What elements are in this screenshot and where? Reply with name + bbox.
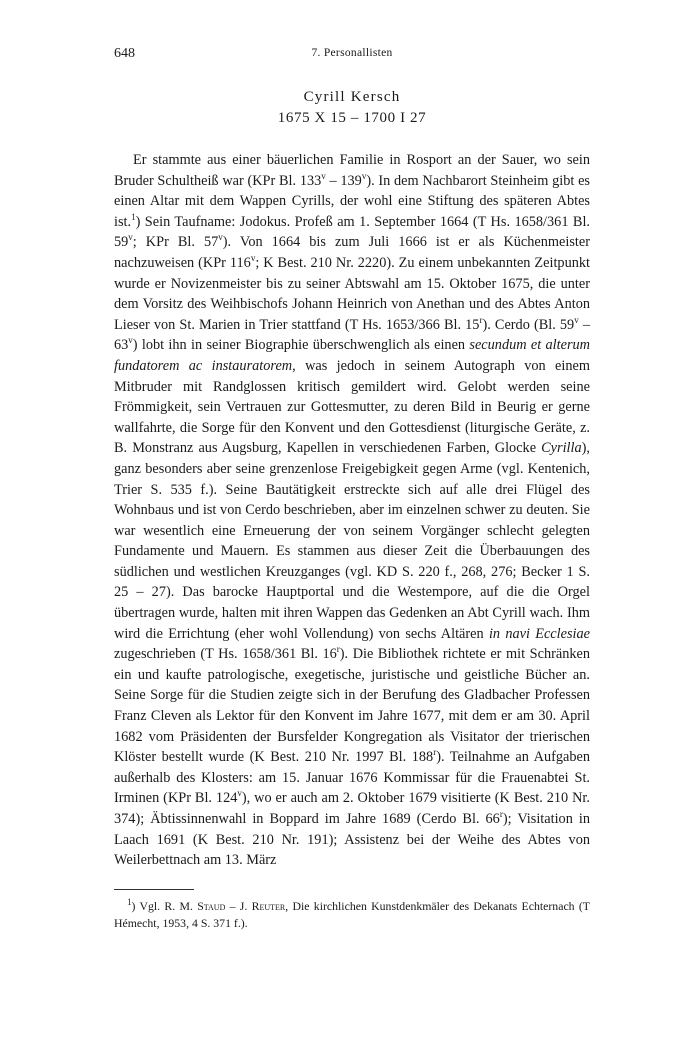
footnote-text-run: – J. [225,898,252,913]
section-title: 7. Personallisten [311,47,393,59]
body-text-run: – 139 [325,172,362,189]
footnote [114,898,590,932]
footnote-divider [114,889,194,890]
body-text-run: ). Teilnahme an Aufgaben außerhalb des Klosters: am 15. Januar 1676 Kommissar für die Frauenabtei St. Irminen (KPr Bl. 124 [114,749,590,807]
body-text-run: ). Die Bibliothek richtete er mit Schränken ein und kaufte patrologische, exegetische, juristische und geistliche Bücher an. Seine Sorge für die Studien zeigte sich in der Berufung des Gladbacher Professen Franz Cleven als Lektor für den Konvent im Jahre 1677, mit dem er am 30. April 1682 vom Präsidenten der Bursfelder Kongregation als Visitator der trierischen Klöster bestellt wurde (K Best. 210 Nr. 1997 Bl. 188 [114,646,590,766]
body-text-run: ). Von 1664 bis zum Juli 1666 ist er als Küchenmeister nachzuweisen (KPr 116 [114,234,590,271]
body-paragraph [114,150,590,871]
body-text-run: ); Visitation in Laach 1691 (K Best. 210 Nr. 191); Assistenz bei der Weihe des Abtes von Weilerbettnach am 13. März [114,811,590,869]
footnote-author: Reuter [251,898,286,913]
footnote-text-run: ) Vgl. R. M. [131,898,198,913]
body-text-run: zugeschrieben (T Hs. 1658/361 Bl. 16 [114,646,337,663]
latin-quote: in navi Ecclesiae [488,625,591,642]
body-text-run: ), wo er auch am 2. Oktober 1679 visitierte (K Best. 210 Nr. 374); Äbtissinnenwahl in Boppard im Jahre 1689 (Cerdo Bl. 66 [114,790,590,827]
folio-verso: v [361,170,367,181]
folio-verso: v [321,170,326,181]
footnote-marker: 1 [127,896,132,907]
entry-heading [114,87,590,129]
body-text-run: Er stammte aus einer bäuerlichen Familie in Rosport an der Sauer, wo sein Bruder Schultheiß war (KPr Bl. 133 [114,152,590,189]
footnote-text-run: , Die kirchlichen Kunstdenkmäler des Dekanats Echternach (T Hémecht, 1953, 4 S. 371 f.). [114,898,590,930]
folio-verso: v [574,314,579,325]
folio-verso: v [128,335,133,346]
folio-verso: v [237,788,242,799]
bell-name: Cyrilla [541,440,582,457]
body-text-run: ) lobt ihn in seiner Biographie überschwenglich als einen [132,337,470,354]
folio-recto: r [479,314,483,325]
body-text-run: ). In dem Nachbarort Steinheim gibt es einen Altar mit dem Wappen Cyrills, der wohl eine Stiftung des späteren Abtes ist. [114,172,590,230]
folio-recto: r [433,747,437,758]
body-text-run: ; K Best. 210 Nr. 2220). Zu einem unbekannten Zeitpunkt wurde er Novizenmeister bis zu seiner Abtswahl am 15. Oktober 1675, die unter dem Vorsitz des Weihbischofs Johann Heinrich von Anethan und des Abtes Anton Lieser von St. Marien in Trier stattfand (T Hs. 1653/366 Bl. 15 [114,254,590,333]
running-head [114,46,590,66]
folio-recto: r [336,644,340,655]
folio-recto: r [499,809,503,820]
body-text-run: ), ganz besonders aber seine grenzenlose Freigebigkeit gegen Arme (vgl. Kentenich, Trier S. 535 f.). Seine Bautätigkeit erstreckte sich auf alle drei Flügel des Wohnbaus und ist von Cerdo beschrieben, aber im einzelnen schwer zu deuten. Sie war wesentlich eine Erneuerung der von seinem Vorgänger schlecht gelegten Fundamente und Mauern. Es stammen aus dieser Zeit die Überbauungen des südlichen und westlichen Kreuzganges (vgl. KD S. 220 f., 268, 276; Becker 1 S. 25 – 27). Das barocke Hauptportal und die Westempore, auf die die Orgel übertragen wurde, halten mit ihren Wappen das Gedenken an Abt Cyrill wach. Ihm wird die Errichtung (eher wohl Vollendung) von sechs Altären [114,440,590,642]
latin-quote: secundum et alterum fundatorem ac instauratorem [114,337,590,374]
body-text-run: ; KPr Bl. 57 [132,234,219,251]
footnote-reference: 1 [131,212,136,223]
entry-name: Cyrill Kersch [303,89,401,105]
body-text-run: ) Sein Taufname: Jodokus. Profeß am 1. September 1664 (T Hs. 1658/361 Bl. 59 [114,213,590,251]
body-text-run: – 63 [114,316,590,354]
page-number: 648 [114,46,135,61]
page [114,46,590,944]
footnote-author: Staud [197,898,226,913]
entry-dates: 1675 X 15 – 1700 I 27 [277,110,427,126]
folio-verso: v [250,253,256,264]
body-text-run: , was jedoch in seinem Autograph von einem Mitbruder mit Randglossen kritisch gemildert wird. Gelobt werden seine Frömmigkeit, sein Vertrauen zur Gottesmutter, zu deren Bild in Beurig er gerne wallfahrte, die Sorge für den Konvent und den Gottesdienst (liturgische Geräte, z. B. Monstranz aus Augsburg, Kapellen in verschiedenen Farben, Glocke [114,357,590,457]
folio-verso: v [218,232,223,243]
folio-verso: v [128,232,133,243]
body-text-run: ). Cerdo (Bl. 59 [482,316,575,333]
